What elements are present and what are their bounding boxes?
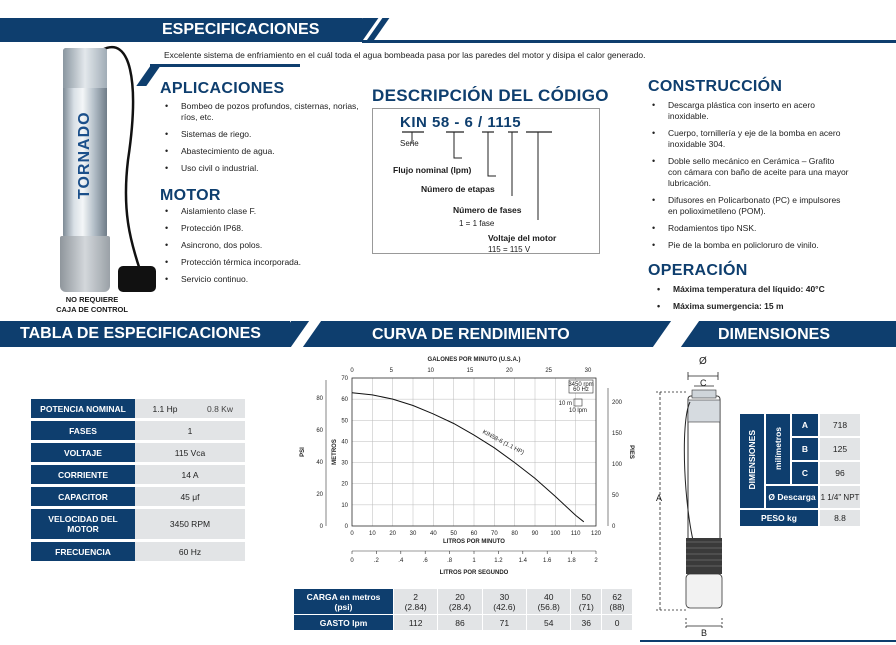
dim-key: A	[791, 413, 819, 437]
lps-tick-label: 1.6	[543, 558, 552, 564]
spec-value: 1	[135, 421, 245, 440]
construccion-item: • Doble sello mecánico en Cerámica – Grafito con cámara con baño de aceite para una mayor lubricación.	[650, 156, 850, 189]
psi-tick-label: 40	[316, 460, 323, 466]
scale-m: 10 m	[558, 401, 572, 407]
gasto-cell: 36	[571, 615, 602, 631]
header-rule	[362, 40, 896, 43]
pies-tick-label: 100	[612, 462, 623, 468]
construccion-item: • Difusores en Policarbonato (PC) e impulsores en polioximetileno (POM).	[650, 195, 850, 217]
gpm-tick-label: 10	[427, 368, 435, 374]
pump-cable-coil	[118, 266, 156, 292]
x-tick-label: 10	[368, 531, 376, 537]
spec-value: 115 Vca	[135, 443, 245, 462]
y-tick-label: 40	[341, 439, 348, 446]
carga-m: 20	[455, 591, 465, 602]
spec-value: 45 μf	[135, 487, 245, 506]
carga-psi: (2.84)	[404, 601, 427, 612]
spec-row	[31, 443, 245, 462]
gpm-tick-label: 30	[584, 368, 592, 374]
pump-top	[63, 48, 107, 88]
aplicaciones-rule	[150, 64, 300, 67]
x-tick-label: 0	[350, 531, 354, 537]
dim-peso-label: PESO kg	[739, 509, 819, 527]
spec-label: FASES	[31, 421, 135, 440]
carga-m: 30	[499, 591, 510, 602]
psi-tick-label: 0	[319, 524, 323, 530]
spec-table	[31, 396, 245, 564]
psi-tick-label: 20	[316, 492, 323, 498]
codigo-voltaje: Voltaje del motor	[488, 233, 557, 243]
load-row-carga	[294, 589, 633, 615]
lps-tick-label: .8	[447, 558, 453, 564]
construccion-item: • Descarga plástica con inserto en acero inoxidable.	[650, 100, 850, 122]
dim-a-label: A	[656, 493, 663, 503]
dim-value: 718	[819, 413, 861, 437]
dim-key: C	[791, 461, 819, 485]
pies-tick-label: 200	[612, 400, 623, 406]
carga-cell	[571, 589, 602, 615]
spec-label: VOLTAJE	[31, 443, 135, 462]
x-tick-label: 80	[511, 531, 519, 537]
x-tick-label: 110	[570, 531, 581, 537]
scale-lpm: 10 lpm	[568, 408, 588, 414]
lps-tick-label: 1.8	[567, 558, 576, 564]
construccion-item: • Rodamientos tipo NSK.	[650, 223, 850, 234]
header-banner	[0, 18, 362, 42]
operacion-title: OPERACIÓN	[648, 262, 748, 279]
dimension-table	[738, 412, 862, 528]
carga-cell	[602, 589, 633, 615]
x-axis-label: LITROS POR MINUTO	[443, 539, 505, 545]
load-table	[293, 588, 633, 631]
spec-row	[31, 542, 245, 561]
performance-chart	[296, 350, 636, 582]
header-title: ESPECIFICACIONES	[162, 21, 320, 38]
dim-unit-label	[765, 413, 791, 485]
spec-label: POTENCIA NOMINAL	[31, 399, 135, 418]
spec-row	[31, 487, 245, 506]
gasto-cell: 0	[602, 615, 633, 631]
y-tick-label: 20	[341, 481, 348, 488]
carga-psi: (88)	[609, 601, 625, 612]
x-tick-label: 100	[550, 531, 561, 537]
codigo-serie: Serie	[400, 139, 419, 148]
lps-tick-label: 1.4	[518, 558, 527, 564]
x-tick-label: 30	[409, 531, 417, 537]
aplicaciones-item: • Sistemas de riego.	[163, 129, 363, 140]
y-tick-label: 50	[341, 418, 348, 425]
motor-item: • Asincrono, dos polos.	[163, 240, 363, 251]
load-row-gasto	[294, 615, 633, 631]
codigo-code: KIN 58 - 6 / 1115	[400, 114, 522, 131]
construccion-item: • Pie de la bomba en policloruro de vinilo.	[650, 240, 850, 251]
dim-group-text: DIMENSIONES	[747, 430, 757, 490]
gpm-tick-label: 5	[389, 368, 394, 374]
pump-logo: TORNADO	[76, 111, 93, 199]
dim-key: B	[791, 437, 819, 461]
pies-tick-label: 50	[612, 493, 619, 499]
pies-axis-label: PIES	[628, 445, 634, 459]
carga-psi: (28.4)	[448, 601, 472, 612]
construccion-title: CONSTRUCCIÓN	[648, 78, 783, 95]
dim-descarga-label: Ø Descarga	[765, 485, 819, 509]
spec-row	[31, 509, 245, 539]
codigo-etapas: Número de etapas	[421, 184, 495, 194]
carga-m: 62	[612, 591, 622, 602]
psi-axis-label: PSI	[300, 447, 306, 457]
spec-row	[31, 399, 245, 418]
y-tick-label: 10	[341, 502, 348, 509]
operacion-item: • Máxima temperatura del líquido: 40°C	[655, 284, 875, 295]
x-tick-label: 60	[470, 531, 478, 537]
pump-caption-line2: CAJA DE CONTROL	[56, 305, 128, 314]
lps-tick-label: 0	[350, 558, 354, 564]
carga-m: 2	[413, 591, 419, 602]
tabla-banner	[0, 321, 290, 347]
dim-value: 125	[819, 437, 861, 461]
codigo-fases: Número de fases	[453, 205, 522, 215]
psi-tick-label: 60	[316, 428, 323, 434]
gasto-cell: 54	[527, 615, 571, 631]
carga-cell	[394, 589, 438, 615]
spec-sub: 0.8 Kw	[195, 399, 245, 418]
gpm-tick-label: 20	[505, 368, 513, 374]
x-tick-label: 20	[389, 531, 397, 537]
curva-title: CURVA DE RENDIMIENTO	[372, 326, 570, 343]
dim-group-label	[739, 413, 765, 509]
gasto-cell: 71	[482, 615, 526, 631]
spec-label: CAPACITOR	[31, 487, 135, 506]
aplicaciones-list	[163, 101, 363, 180]
pies-tick-label: 0	[612, 524, 616, 530]
x-tick-label: 120	[590, 531, 602, 537]
scale-box	[574, 399, 582, 406]
dim-b-label: B	[701, 628, 708, 638]
lps-tick-label: .6	[422, 558, 428, 564]
carga-m: 50	[581, 591, 591, 602]
dim-descarga-value: 1 1/4" NPT	[819, 485, 861, 509]
construccion-item: • Cuerpo, tornillería y eje de la bomba en acero inoxidable 304.	[650, 128, 850, 150]
motor-list	[163, 206, 363, 291]
lps-tick-label: .2	[373, 558, 379, 564]
lps-tick-label: 1	[472, 558, 476, 564]
y-tick-label: 70	[341, 376, 348, 382]
dim-unit-text: milímetros	[773, 426, 783, 470]
codigo-voltaje-note: 115 = 115 V	[488, 245, 531, 254]
lps-tick-label: 2	[594, 558, 598, 564]
series-label: KIN58-6 (1.1 HP)	[481, 429, 525, 457]
gasto-cell: 112	[394, 615, 438, 631]
carga-psi: (56.8)	[537, 601, 560, 612]
carga-m: 40	[543, 591, 554, 602]
aplicaciones-item: • Abastecimiento de agua.	[163, 146, 363, 157]
gasto-cell: 86	[438, 615, 482, 631]
legend-rpm: 3450 rpm	[568, 382, 594, 388]
tabla-title: TABLA DE ESPECIFICACIONES	[20, 325, 261, 342]
gpm-tick-label: 15	[466, 368, 474, 374]
dim-peso-value: 8.8	[819, 509, 861, 527]
construccion-list	[650, 100, 850, 257]
motor-item: • Protección IP68.	[163, 223, 363, 234]
motor-item: • Aislamiento clase F.	[163, 206, 363, 217]
footer-rule	[640, 640, 896, 642]
aplicaciones-item: • Uso civil o industrial.	[163, 163, 363, 174]
lps-tick-label: .4	[398, 558, 404, 564]
header-intro: Excelente sistema de enfriamiento en el cuál toda el agua bombeada pasa por las paredes del motor y disipa el calor generado.	[164, 50, 646, 60]
spec-label: CORRIENTE	[31, 465, 135, 484]
motor-title: MOTOR	[160, 187, 221, 204]
spec-value: 3450 RPM	[135, 509, 245, 539]
spec-label: VELOCIDAD DEL MOTOR	[31, 509, 135, 539]
y-axis-label: METROS	[332, 439, 338, 465]
y-tick-label: 60	[341, 397, 348, 404]
codigo-fases-note: 1 = 1 fase	[459, 219, 495, 228]
series-line	[352, 393, 584, 522]
codigo-flujo: Flujo nominal (lpm)	[393, 165, 472, 175]
aplicaciones-title: APLICACIONES	[160, 80, 285, 97]
x-tick-label: 50	[450, 531, 458, 537]
carga-cell	[482, 589, 526, 615]
dim-phi-label: Ø	[699, 356, 707, 367]
x-tick-label: 70	[490, 531, 498, 537]
y-tick-label: 30	[341, 460, 348, 467]
psi-tick-label: 80	[316, 396, 323, 402]
lps-tick-label: 1.2	[494, 558, 503, 564]
pump-caption	[40, 295, 144, 315]
dim-value: 96	[819, 461, 861, 485]
spec-value: 1.1 Hp	[135, 399, 195, 418]
codigo-leader-lines	[372, 108, 600, 254]
pump-base	[60, 236, 110, 292]
operacion-list	[655, 284, 875, 318]
x-tick-label: 40	[429, 531, 437, 537]
operacion-item: • Máxima sumergencia: 15 m	[655, 301, 875, 312]
carga-label: CARGA en metros (psi)	[294, 589, 394, 615]
spec-value: 60 Hz	[135, 542, 245, 561]
spec-row	[31, 421, 245, 440]
carga-cell	[527, 589, 571, 615]
lps-axis-label: LITROS POR SEGUNDO	[439, 570, 509, 576]
pies-tick-label: 150	[612, 431, 623, 437]
pump-caption-line1: NO REQUIERE	[65, 295, 119, 304]
gpm-axis-label: GALONES POR MINUTO (U.S.A.)	[427, 357, 521, 363]
spec-row	[31, 465, 245, 484]
gpm-tick-label: 0	[350, 368, 354, 374]
codigo-title: DESCRIPCIÓN DEL CÓDIGO	[372, 86, 609, 105]
carga-psi: (71)	[578, 601, 594, 612]
gasto-label: GASTO lpm	[294, 615, 394, 631]
gpm-tick-label: 25	[545, 368, 553, 374]
carga-cell	[438, 589, 482, 615]
x-tick-label: 90	[531, 531, 539, 537]
dim-row	[739, 413, 861, 437]
spec-value: 14 A	[135, 465, 245, 484]
carga-psi: (42.6)	[493, 601, 516, 612]
y-tick-label: 0	[344, 524, 348, 530]
aplicaciones-item: • Bombeo de pozos profundos, cisternas, norias, ríos, etc.	[163, 101, 363, 123]
dim-title: DIMENSIONES	[718, 326, 831, 343]
dim-row	[739, 509, 861, 527]
dim-c-label: C	[700, 378, 707, 388]
motor-item: • Protección térmica incorporada.	[163, 257, 363, 268]
legend-hz: 60 Hz	[573, 387, 589, 393]
motor-item: • Servicio continuo.	[163, 274, 363, 285]
spec-label: FRECUENCIA	[31, 542, 135, 561]
